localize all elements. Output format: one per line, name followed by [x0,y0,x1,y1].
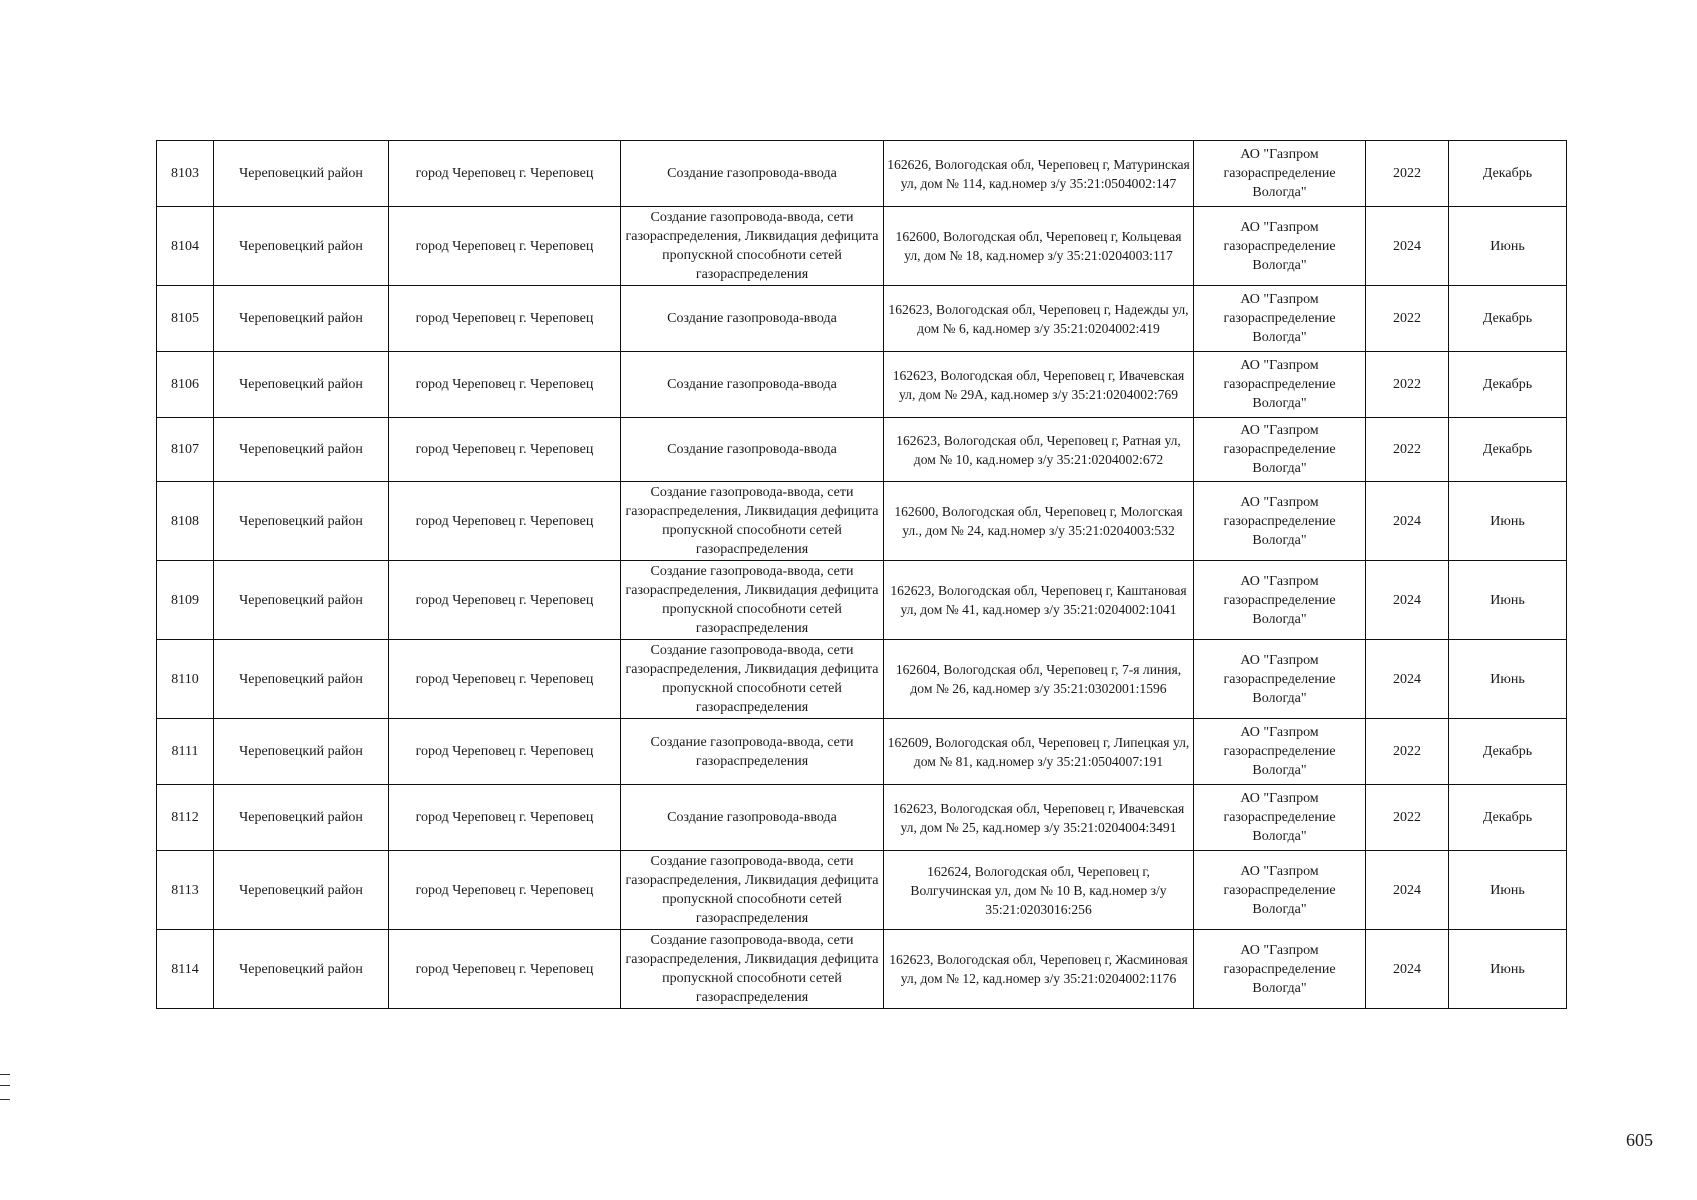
address-cell: 162623, Вологодская обл, Череповец г, Ивачевская ул, дом № 25, кад.номер з/у 35:21:0204004:3491 [884,785,1194,851]
settlement-cell: город Череповец г. Череповец [389,640,621,719]
row-number: 8111 [157,719,214,785]
work-type-cell: Создание газопровода-ввода, сети газораспределения, Ликвидация дефицита пропускной способноти сетей газораспределения [621,207,884,286]
year-cell: 2022 [1366,141,1449,207]
settlement-cell: город Череповец г. Череповец [389,785,621,851]
district-cell: Череповецкий район [214,851,389,930]
month-cell: Июнь [1449,930,1567,1009]
address-cell: 162624, Вологодская обл, Череповец г, Волгучинская ул, дом № 10 В, кад.номер з/у 35:21:0203016:256 [884,851,1194,930]
row-number: 8108 [157,482,214,561]
settlement-cell: город Череповец г. Череповец [389,719,621,785]
address-cell: 162626, Вологодская обл, Череповец г, Матуринская ул, дом № 114, кад.номер з/у 35:21:0504002:147 [884,141,1194,207]
district-cell: Череповецкий район [214,352,389,418]
district-cell: Череповецкий район [214,930,389,1009]
row-number: 8106 [157,352,214,418]
year-cell: 2024 [1366,207,1449,286]
organization-cell: АО "Газпром газораспределение Вологда" [1194,482,1366,561]
year-cell: 2024 [1366,482,1449,561]
district-cell: Череповецкий район [214,207,389,286]
work-type-cell: Создание газопровода-ввода, сети газораспределения, Ликвидация дефицита пропускной способноти сетей газораспределения [621,561,884,640]
row-number: 8112 [157,785,214,851]
table-row [157,286,1567,352]
month-cell: Июнь [1449,482,1567,561]
row-number: 8107 [157,418,214,482]
binding-mark [0,1074,10,1100]
settlement-cell: город Череповец г. Череповец [389,930,621,1009]
row-number: 8104 [157,207,214,286]
month-cell: Декабрь [1449,785,1567,851]
district-cell: Череповецкий район [214,719,389,785]
work-type-cell: Создание газопровода-ввода, сети газораспределения, Ликвидация дефицита пропускной способноти сетей газораспределения [621,930,884,1009]
table-row [157,785,1567,851]
row-number: 8114 [157,930,214,1009]
district-cell: Череповецкий район [214,640,389,719]
organization-cell: АО "Газпром газораспределение Вологда" [1194,785,1366,851]
work-type-cell: Создание газопровода-ввода, сети газораспределения, Ликвидация дефицита пропускной способноти сетей газораспределения [621,640,884,719]
row-number: 8113 [157,851,214,930]
table-row [157,482,1567,561]
month-cell: Декабрь [1449,141,1567,207]
work-type-cell: Создание газопровода-ввода, сети газораспределения, Ликвидация дефицита пропускной способноти сетей газораспределения [621,851,884,930]
year-cell: 2024 [1366,640,1449,719]
organization-cell: АО "Газпром газораспределение Вологда" [1194,561,1366,640]
year-cell: 2022 [1366,785,1449,851]
address-cell: 162623, Вологодская обл, Череповец г, Ратная ул, дом № 10, кад.номер з/у 35:21:0204002:672 [884,418,1194,482]
table-row [157,418,1567,482]
organization-cell: АО "Газпром газораспределение Вологда" [1194,418,1366,482]
year-cell: 2022 [1366,418,1449,482]
month-cell: Декабрь [1449,418,1567,482]
year-cell: 2024 [1366,851,1449,930]
work-type-cell: Создание газопровода-ввода [621,418,884,482]
organization-cell: АО "Газпром газораспределение Вологда" [1194,207,1366,286]
settlement-cell: город Череповец г. Череповец [389,207,621,286]
district-cell: Череповецкий район [214,418,389,482]
month-cell: Декабрь [1449,719,1567,785]
address-cell: 162600, Вологодская обл, Череповец г, Кольцевая ул, дом № 18, кад.номер з/у 35:21:0204003:117 [884,207,1194,286]
month-cell: Июнь [1449,640,1567,719]
table-row [157,561,1567,640]
organization-cell: АО "Газпром газораспределение Вологда" [1194,286,1366,352]
district-cell: Череповецкий район [214,141,389,207]
work-type-cell: Создание газопровода-ввода [621,141,884,207]
row-number: 8109 [157,561,214,640]
row-number: 8110 [157,640,214,719]
address-cell: 162623, Вологодская обл, Череповец г, Каштановая ул, дом № 41, кад.номер з/у 35:21:0204002:1041 [884,561,1194,640]
address-cell: 162604, Вологодская обл, Череповец г, 7-я линия, дом № 26, кад.номер з/у 35:21:0302001:1596 [884,640,1194,719]
gasification-table [156,140,1567,1009]
work-type-cell: Создание газопровода-ввода [621,785,884,851]
address-cell: 162623, Вологодская обл, Череповец г, Надежды ул, дом № 6, кад.номер з/у 35:21:0204002:419 [884,286,1194,352]
row-number: 8105 [157,286,214,352]
settlement-cell: город Череповец г. Череповец [389,141,621,207]
row-number: 8103 [157,141,214,207]
address-cell: 162623, Вологодская обл, Череповец г, Ивачевская ул, дом № 29А, кад.номер з/у 35:21:0204002:769 [884,352,1194,418]
settlement-cell: город Череповец г. Череповец [389,561,621,640]
month-cell: Июнь [1449,851,1567,930]
year-cell: 2024 [1366,561,1449,640]
settlement-cell: город Череповец г. Череповец [389,418,621,482]
year-cell: 2024 [1366,930,1449,1009]
district-cell: Череповецкий район [214,482,389,561]
page-number: 605 [1626,1130,1653,1150]
district-cell: Череповецкий район [214,561,389,640]
month-cell: Июнь [1449,561,1567,640]
table-row [157,207,1567,286]
table-row [157,719,1567,785]
organization-cell: АО "Газпром газораспределение Вологда" [1194,352,1366,418]
table-row [157,930,1567,1009]
district-cell: Череповецкий район [214,785,389,851]
organization-cell: АО "Газпром газораспределение Вологда" [1194,640,1366,719]
organization-cell: АО "Газпром газораспределение Вологда" [1194,719,1366,785]
work-type-cell: Создание газопровода-ввода [621,352,884,418]
organization-cell: АО "Газпром газораспределение Вологда" [1194,930,1366,1009]
organization-cell: АО "Газпром газораспределение Вологда" [1194,851,1366,930]
settlement-cell: город Череповец г. Череповец [389,851,621,930]
year-cell: 2022 [1366,286,1449,352]
table-row [157,141,1567,207]
work-type-cell: Создание газопровода-ввода, сети газораспределения, Ликвидация дефицита пропускной способноти сетей газораспределения [621,482,884,561]
year-cell: 2022 [1366,719,1449,785]
address-cell: 162609, Вологодская обл, Череповец г, Липецкая ул, дом № 81, кад.номер з/у 35:21:0504007:191 [884,719,1194,785]
year-cell: 2022 [1366,352,1449,418]
table-row [157,640,1567,719]
district-cell: Череповецкий район [214,286,389,352]
settlement-cell: город Череповец г. Череповец [389,352,621,418]
table-row [157,352,1567,418]
month-cell: Июнь [1449,207,1567,286]
settlement-cell: город Череповец г. Череповец [389,482,621,561]
address-cell: 162623, Вологодская обл, Череповец г, Жасминовая ул, дом № 12, кад.номер з/у 35:21:0204002:1176 [884,930,1194,1009]
table-row [157,851,1567,930]
month-cell: Декабрь [1449,286,1567,352]
month-cell: Декабрь [1449,352,1567,418]
work-type-cell: Создание газопровода-ввода [621,286,884,352]
organization-cell: АО "Газпром газораспределение Вологда" [1194,141,1366,207]
settlement-cell: город Череповец г. Череповец [389,286,621,352]
address-cell: 162600, Вологодская обл, Череповец г, Мологская ул., дом № 24, кад.номер з/у 35:21:0204003:532 [884,482,1194,561]
work-type-cell: Создание газопровода-ввода, сети газораспределения [621,719,884,785]
